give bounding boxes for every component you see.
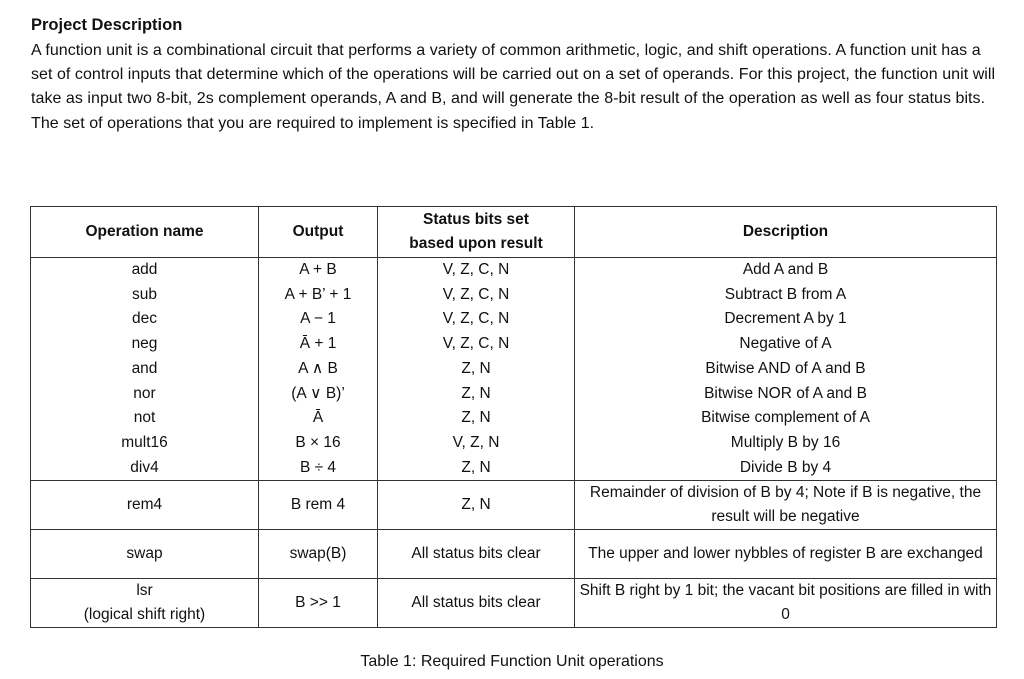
cell-name: rem4	[31, 481, 259, 530]
cell-description: Bitwise NOR of A and B	[575, 382, 997, 407]
table-row	[31, 456, 997, 481]
cell-output: A + B’ + 1	[259, 283, 378, 308]
cell-name: neg	[31, 332, 259, 357]
cell-output: B ÷ 4	[259, 456, 378, 481]
table-row	[31, 530, 997, 579]
operations-table	[30, 206, 997, 628]
table-row	[31, 258, 997, 283]
header-status-line2: based upon result	[409, 235, 543, 252]
cell-description: Divide B by 4	[575, 456, 997, 481]
project-title: Project Description	[31, 16, 183, 34]
cell-name: sub	[31, 283, 259, 308]
cell-name-line2: (logical shift right)	[83, 606, 206, 624]
header-operation-name: Operation name	[31, 207, 259, 258]
cell-status: V, Z, C, N	[378, 332, 575, 357]
cell-description: Multiply B by 16	[575, 431, 997, 456]
cell-output: B × 16	[259, 431, 378, 456]
cell-status: V, Z, C, N	[378, 258, 575, 283]
cell-description: The upper and lower nybbles of register B are exchanged	[575, 530, 997, 579]
header-status-bits	[378, 207, 575, 258]
table-caption: Table 1: Required Function Unit operations	[360, 653, 664, 670]
cell-description: Decrement A by 1	[575, 307, 997, 332]
cell-output: A + B	[259, 258, 378, 283]
table-header-row	[31, 207, 997, 258]
cell-status: All status bits clear	[378, 530, 575, 579]
project-description-paragraph: A function unit is a combinational circuit that performs a variety of common arithmetic, logic, and shift operations. A function unit has a set of control inputs that determine which of the operations will be carried out on a set of operands. For this project, the function unit will take as input two 8-bit, 2s complement operands, A and B, and will generate the 8-bit result of the operation as well as four status bits. The set of operations that you are required to implement is specified in Table 1.	[31, 42, 996, 132]
cell-status: V, Z, N	[378, 431, 575, 456]
table-row	[31, 481, 997, 530]
cell-status: Z, N	[378, 382, 575, 407]
cell-name: mult16	[31, 431, 259, 456]
cell-status: Z, N	[378, 406, 575, 431]
table-row	[31, 283, 997, 308]
cell-name-line1: lsr	[136, 582, 153, 600]
table-row	[31, 431, 997, 456]
cell-name: nor	[31, 382, 259, 407]
cell-output: Ā + 1	[259, 332, 378, 357]
table-row	[31, 406, 997, 431]
header-output: Output	[259, 207, 378, 258]
cell-output: A ∧ B	[259, 357, 378, 382]
cell-name: div4	[31, 456, 259, 481]
table-row	[31, 579, 997, 628]
table-row	[31, 382, 997, 407]
cell-output: swap(B)	[259, 530, 378, 579]
cell-description: Remainder of division of B by 4; Note if B is negative, the result will be negative	[575, 481, 997, 530]
table-row	[31, 357, 997, 382]
cell-description: Bitwise complement of A	[575, 406, 997, 431]
cell-name: add	[31, 258, 259, 283]
cell-output: (A ∨ B)’	[259, 382, 378, 407]
cell-name: swap	[31, 530, 259, 579]
cell-output: Ā	[259, 406, 378, 431]
cell-output: B rem 4	[259, 481, 378, 530]
cell-status: V, Z, C, N	[378, 307, 575, 332]
cell-output: A − 1	[259, 307, 378, 332]
cell-status: All status bits clear	[378, 579, 575, 628]
cell-description: Subtract B from A	[575, 283, 997, 308]
cell-description: Bitwise AND of A and B	[575, 357, 997, 382]
cell-name	[31, 579, 259, 628]
header-description: Description	[575, 207, 997, 258]
cell-description: Add A and B	[575, 258, 997, 283]
cell-status: V, Z, C, N	[378, 283, 575, 308]
cell-status: Z, N	[378, 357, 575, 382]
table-row	[31, 307, 997, 332]
cell-description: Shift B right by 1 bit; the vacant bit positions are filled in with 0	[575, 579, 997, 628]
cell-name: and	[31, 357, 259, 382]
cell-status: Z, N	[378, 456, 575, 481]
cell-output: B >> 1	[259, 579, 378, 628]
header-status-line1: Status bits set	[423, 211, 529, 228]
cell-name: dec	[31, 307, 259, 332]
cell-status: Z, N	[378, 481, 575, 530]
cell-description: Negative of A	[575, 332, 997, 357]
table-row	[31, 332, 997, 357]
cell-name: not	[31, 406, 259, 431]
